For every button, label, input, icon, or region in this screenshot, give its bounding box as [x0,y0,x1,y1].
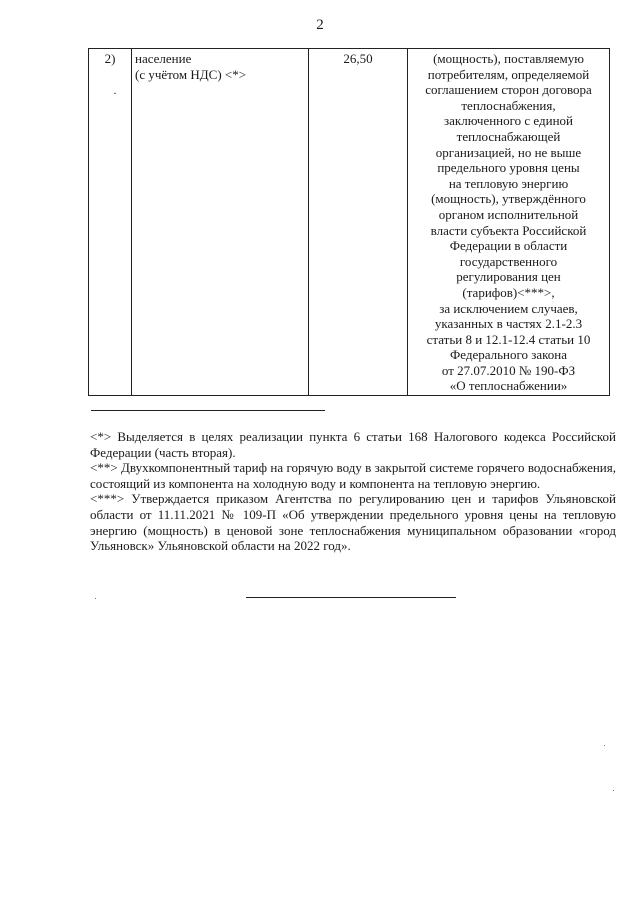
consumer-category [132,49,309,396]
scan-speck [604,745,605,746]
note-line: от 27.07.2010 № 190-ФЗ [441,362,576,378]
note-line: государственного [459,253,558,269]
note-line: «О теплоснабжении» [449,378,568,394]
note-line: теплоснабжающей [456,128,561,144]
footnote-vat: <*> Выделяется в целях реализации пункта 6 статьи 168 Налогового кодекса Российской Федерации (часть вторая). [90,429,616,460]
row-number: 2) [89,49,132,396]
scan-mark: · [113,86,117,100]
note-line: Федерального закона [449,347,568,363]
note-line: Федерации в области [449,238,568,254]
note-line: регулирования цен [456,269,561,285]
note-line: за исключением случаев, [439,300,578,316]
scan-speck [95,598,96,599]
note-line: указанных в частях 2.1-2.3 [434,316,583,332]
footnote-agency-order: <***> Утверждается приказом Агентства по регулированию цен и тарифов Ульяновской области от 11.11.2021 № 109-П «Об утверждении предельного уровня цены на тепловую энергию (мощность) в ценовой зоне теплоснабжения муниципальном образовании «город Ульяновск» Ульяновской области на 2022 год». [90,491,616,554]
note-line: теплоснабжения, [461,97,556,113]
note-line: организацией, но не выше [435,144,582,160]
note-line: статьи 8 и 12.1-12.4 статьи 10 [426,331,591,347]
note-line: заключенного с единой [443,113,573,129]
note-line: соглашением сторон договора [425,82,592,98]
tariff-value: 26,50 [309,49,408,396]
end-of-document-rule [246,597,456,598]
tariff-conditions [408,49,610,396]
footnote-separator [91,410,325,411]
note-line: органом исполнительной [438,206,579,222]
note-line: (мощность), утверждённого [431,191,586,207]
table-row [89,49,610,396]
note-line: на тепловую энергию [448,175,569,191]
category-label: население [135,51,192,66]
note-line: (тарифов)<***>, [462,284,555,300]
scan-speck [613,790,614,791]
page-number: 2 [316,17,324,33]
note-line: власти субъекта Российской [430,222,587,238]
category-vat-note: (с учётом НДС) <*> [135,66,247,82]
note-line: (мощность), поставляемую [433,51,584,66]
tariff-table [88,48,610,396]
note-line: предельного уровня цены [437,160,580,176]
footnotes [90,429,616,554]
footnote-two-component-tariff: <**> Двухкомпонентный тариф на горячую воду в закрытой системе горячего водоснабжения, состоящий из компонента на холодную воду и компонента на тепловую энергию. [90,460,616,491]
note-line: потребителям, определяемой [427,66,590,82]
